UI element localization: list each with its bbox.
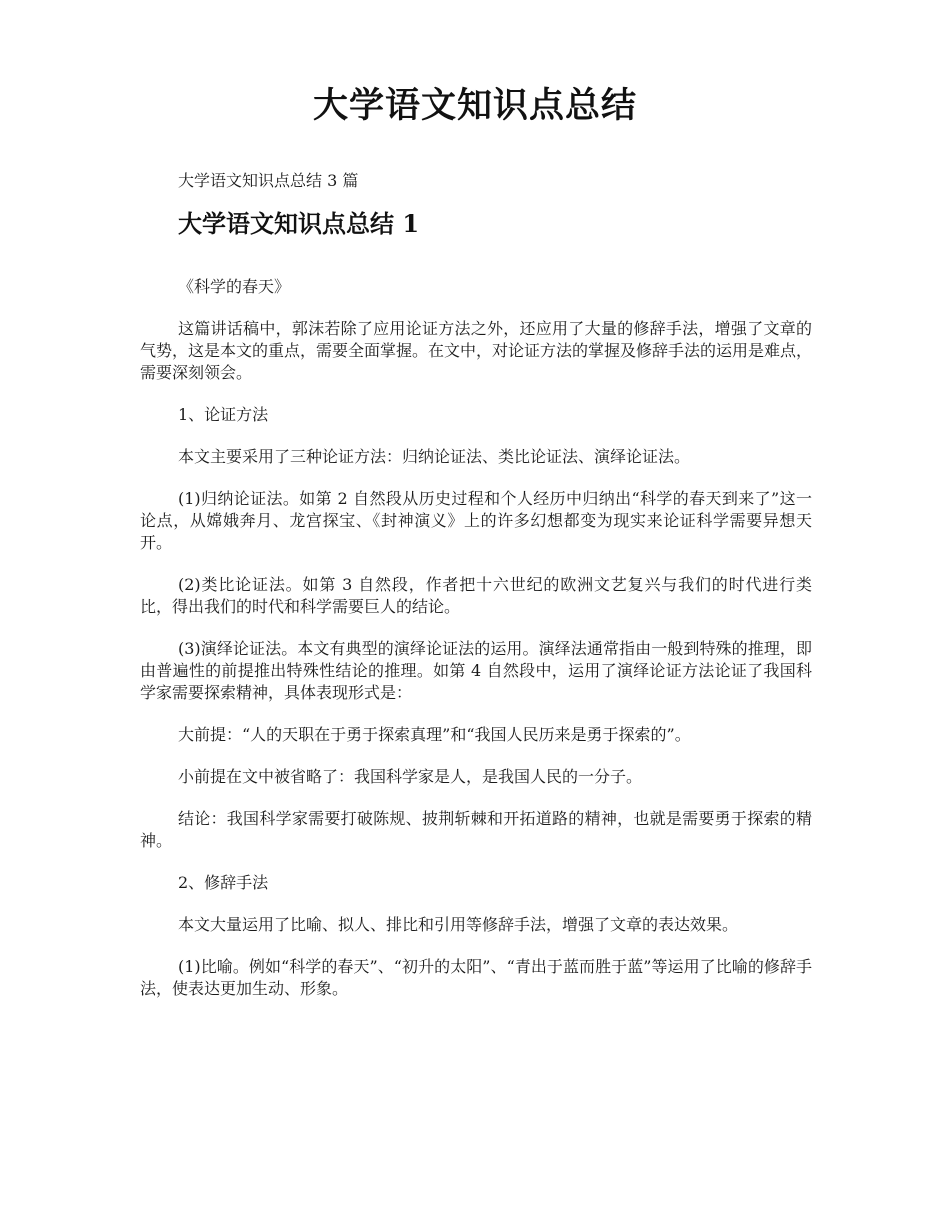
paragraph: (2)类比论证法。如第 3 自然段，作者把十六世纪的欧洲文艺复兴与我们的时代进行类比，得出我们的时代和科学需要巨人的结论。 [140,575,812,616]
document-title: 大学语文知识点总结 [312,85,637,126]
section-heading: 大学语文知识点总结 1 [178,209,420,238]
document-body [140,166,812,1000]
paragraph: (1)比喻。例如“科学的春天”、“初升的太阳”、“青出于蓝而胜于蓝”等运用了比喻的修辞手法，使表达更加生动、形象。 [140,957,812,998]
paragraph: 大前提：“人的天职在于勇于探索真理”和“我国人民历来是勇于探索的”。 [178,725,691,744]
paragraph: 这篇讲话稿中，郭沫若除了应用论证方法之外，还应用了大量的修辞手法，增强了文章的气势，这是本文的重点，需要全面掌握。在文中，对论证方法的掌握及修辞手法的运用是难点，需要深刻领会。 [140,319,813,382]
subheading-rhetoric: 2、修辞手法 [178,873,269,892]
subheading-argument-methods: 1、论证方法 [178,405,269,424]
paragraph: (3)演绎论证法。本文有典型的演绎论证法的运用。演绎法通常指由一般到特殊的推理，即由普遍性的前提推出特殊性结论的推理。如第 4 自然段中，运用了演绎论证方法论证了我国科学家需要探索精神，具体表现形式是： [140,639,812,702]
document-subtitle: 大学语文知识点总结 3 篇 [178,171,359,190]
paragraph: 结论：我国科学家需要打破陈规、披荆斩棘和开拓道路的精神，也就是需要勇于探索的精神。 [140,809,812,850]
paragraph: 本文大量运用了比喻、拟人、排比和引用等修辞手法，增强了文章的表达效果。 [178,915,739,934]
paragraph: (1)归纳论证法。如第 2 自然段从历史过程和个人经历中归纳出“科学的春天到来了”这一论点，从嫦娥奔月、龙宫探宝、《封神演义》上的许多幻想都变为现实来论证科学需要异想天开。 [140,489,812,552]
article-title-paragraph: 《科学的春天》 [178,277,291,296]
paragraph: 小前提在文中被省略了：我国科学家是人，是我国人民的一分子。 [178,767,643,786]
paragraph: 本文主要采用了三种论证方法：归纳论证法、类比论证法、演绎论证法。 [178,447,691,466]
